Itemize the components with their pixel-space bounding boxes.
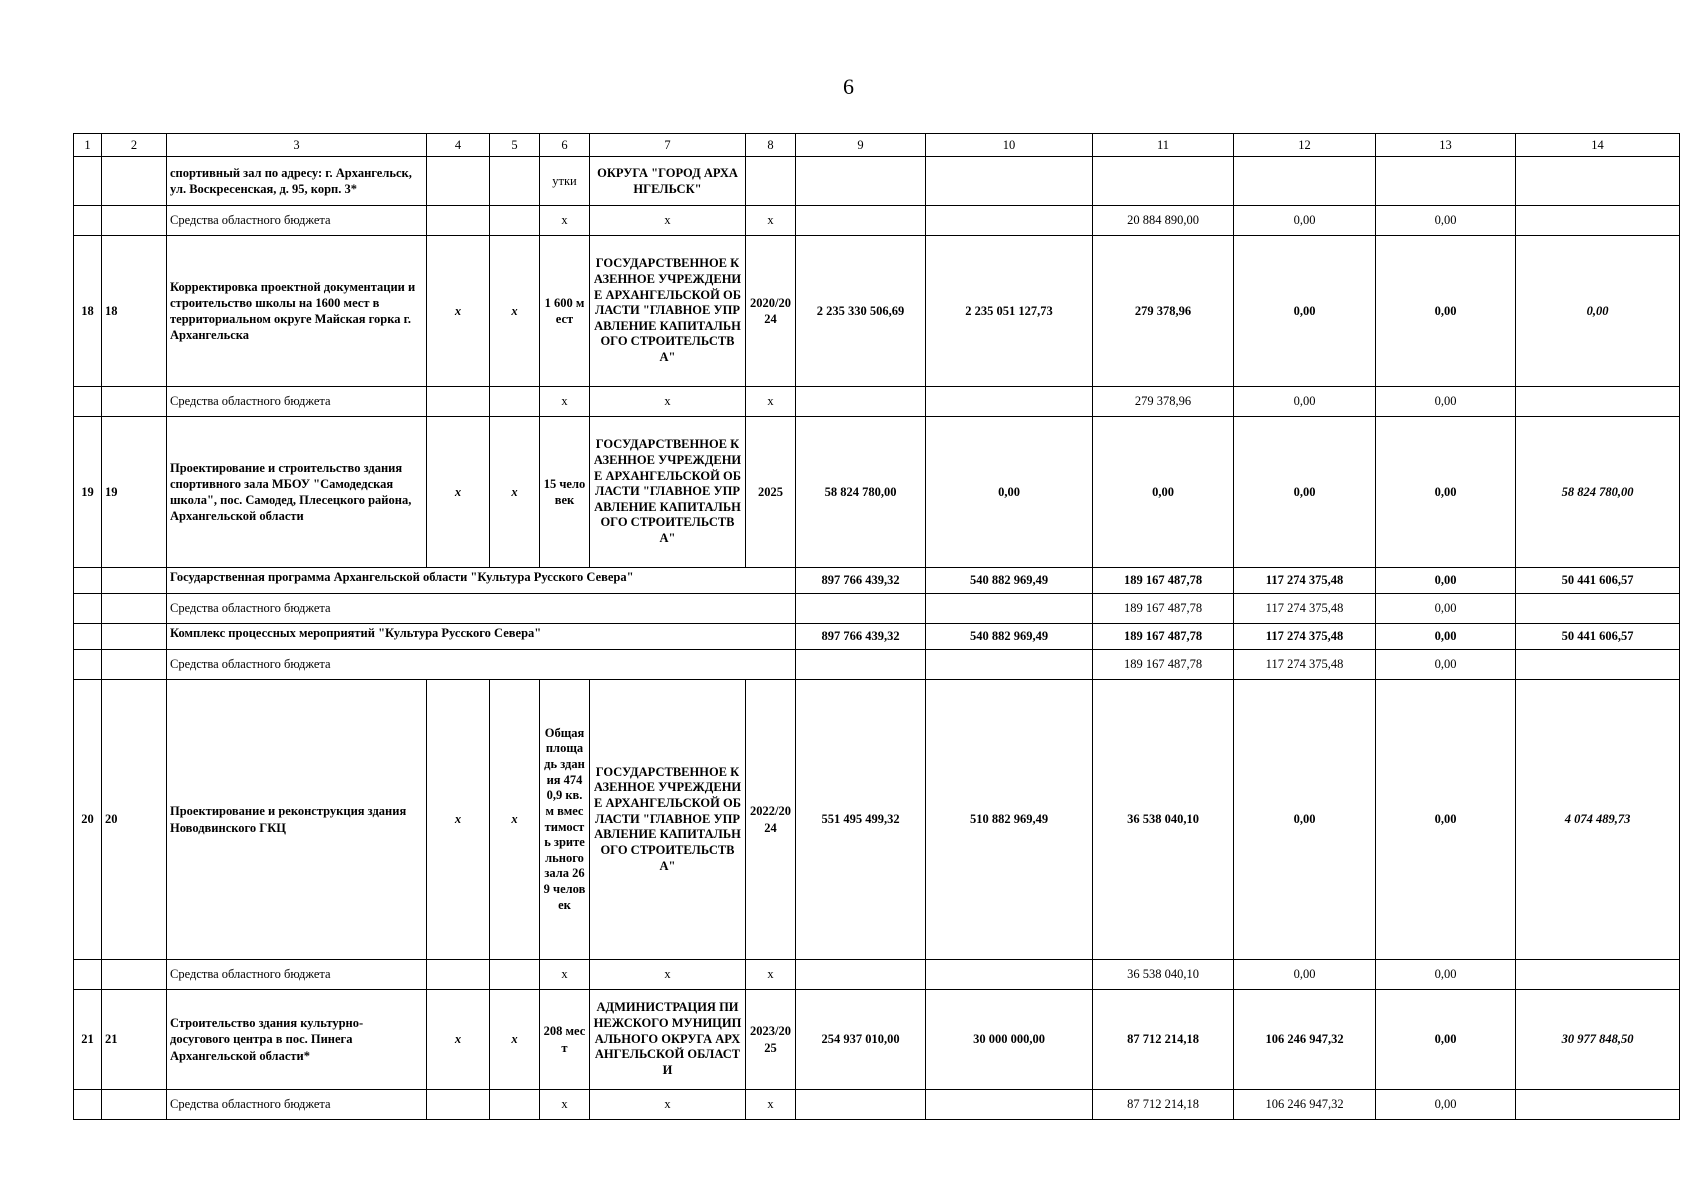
row-number: 18 (74, 236, 102, 387)
column-header-row (74, 134, 1680, 157)
period-cell: 2020/2024 (746, 236, 796, 387)
amount-cell: 0,00 (1093, 417, 1234, 568)
amount-cell: 551 495 499,32 (796, 680, 926, 960)
table-row-program (74, 568, 1680, 594)
source-label: Средства областного бюджета (167, 1090, 427, 1120)
amount-cell: 0,00 (1376, 990, 1516, 1090)
program-name: Государственная программа Архангельской области "Культура Русского Севера" (167, 568, 796, 594)
amount-cell: 540 882 969,49 (926, 624, 1093, 650)
table-row-object (74, 417, 1680, 568)
amount-cell: 189 167 487,78 (1093, 650, 1234, 680)
x-mark: x (427, 990, 490, 1090)
amount-cell: 117 274 375,48 (1234, 568, 1376, 594)
customer-cell: АДМИНИСТРАЦИЯ ПИНЕЖСКОГО МУНИЦИПАЛЬНОГО ОКРУГА АРХАНГЕЛЬСКОЙ ОБЛАСТИ (590, 990, 746, 1090)
customer-cell: ГОСУДАРСТВЕННОЕ КАЗЕННОЕ УЧРЕЖДЕНИЕ АРХАНГЕЛЬСКОЙ ОБЛАСТИ "ГЛАВНОЕ УПРАВЛЕНИЕ КАПИТАЛЬНОГО СТРОИТЕЛЬСТВА" (590, 680, 746, 960)
capacity-cell: 208 мест (540, 990, 590, 1090)
x-mark: x (490, 236, 540, 387)
amount-cell: 50 441 606,57 (1516, 624, 1680, 650)
amount-cell: 87 712 214,18 (1093, 990, 1234, 1090)
amount-cell: 0,00 (1376, 1090, 1516, 1120)
column-header: 1 (74, 134, 102, 157)
table-row-source (74, 594, 1680, 624)
table-row-continuation (74, 157, 1680, 206)
period-cell: 2025 (746, 417, 796, 568)
row-number: 20 (74, 680, 102, 960)
row-number: 21 (102, 990, 167, 1090)
x-mark: x (590, 960, 746, 990)
x-mark: x (540, 960, 590, 990)
x-mark: x (540, 206, 590, 236)
capacity-cell: утки (540, 157, 590, 206)
amount-cell: 4 074 489,73 (1516, 680, 1680, 960)
object-name: Проектирование и строительство здания спортивного зала МБОУ "Самодедская школа", пос. Самодед, Плесецкого района, Архангельской области (167, 417, 427, 568)
amount-cell: 0,00 (1376, 387, 1516, 417)
amount-cell: 0,00 (926, 417, 1093, 568)
x-mark: x (746, 206, 796, 236)
amount-cell: 2 235 330 506,69 (796, 236, 926, 387)
amount-cell: 0,00 (1234, 236, 1376, 387)
amount-cell: 189 167 487,78 (1093, 568, 1234, 594)
page-number: 6 (843, 74, 854, 99)
amount-cell: 279 378,96 (1093, 236, 1234, 387)
amount-cell: 50 441 606,57 (1516, 568, 1680, 594)
amount-cell: 0,00 (1234, 387, 1376, 417)
amount-cell: 0,00 (1376, 236, 1516, 387)
amount-cell: 106 246 947,32 (1234, 1090, 1376, 1120)
customer-cell: ГОСУДАРСТВЕННОЕ КАЗЕННОЕ УЧРЕЖДЕНИЕ АРХАНГЕЛЬСКОЙ ОБЛАСТИ "ГЛАВНОЕ УПРАВЛЕНИЕ КАПИТАЛЬНОГО СТРОИТЕЛЬСТВА" (590, 417, 746, 568)
amount-cell: 0,00 (1234, 960, 1376, 990)
column-header: 5 (490, 134, 540, 157)
x-mark: x (427, 417, 490, 568)
table-row-object (74, 990, 1680, 1090)
source-label: Средства областного бюджета (167, 206, 427, 236)
amount-cell: 0,00 (1376, 206, 1516, 236)
column-header: 12 (1234, 134, 1376, 157)
amount-cell: 510 882 969,49 (926, 680, 1093, 960)
source-label: Средства областного бюджета (167, 650, 796, 680)
column-header: 9 (796, 134, 926, 157)
customer-cell: ГОСУДАРСТВЕННОЕ КАЗЕННОЕ УЧРЕЖДЕНИЕ АРХАНГЕЛЬСКОЙ ОБЛАСТИ "ГЛАВНОЕ УПРАВЛЕНИЕ КАПИТАЛЬНОГО СТРОИТЕЛЬСТВА" (590, 236, 746, 387)
table-row-object (74, 680, 1680, 960)
amount-cell: 20 884 890,00 (1093, 206, 1234, 236)
amount-cell: 36 538 040,10 (1093, 960, 1234, 990)
amount-cell: 0,00 (1376, 624, 1516, 650)
amount-cell: 30 000 000,00 (926, 990, 1093, 1090)
amount-cell: 0,00 (1376, 594, 1516, 624)
period-cell: 2023/2025 (746, 990, 796, 1090)
amount-cell: 0,00 (1376, 960, 1516, 990)
budget-table (73, 133, 1680, 1120)
source-label: Средства областного бюджета (167, 594, 796, 624)
amount-cell: 254 937 010,00 (796, 990, 926, 1090)
amount-cell: 0,00 (1376, 568, 1516, 594)
amount-cell: 279 378,96 (1093, 387, 1234, 417)
source-label: Средства областного бюджета (167, 387, 427, 417)
row-number: 19 (102, 417, 167, 568)
row-number: 18 (102, 236, 167, 387)
x-mark: x (590, 206, 746, 236)
amount-cell: 58 824 780,00 (796, 417, 926, 568)
amount-cell: 0,00 (1376, 650, 1516, 680)
table-row-object (74, 236, 1680, 387)
column-header: 7 (590, 134, 746, 157)
customer-cell: ОКРУГА "ГОРОД АРХАНГЕЛЬСК" (590, 157, 746, 206)
amount-cell: 897 766 439,32 (796, 568, 926, 594)
amount-cell: 0,00 (1234, 206, 1376, 236)
x-mark: x (490, 680, 540, 960)
x-mark: x (746, 960, 796, 990)
x-mark: x (590, 1090, 746, 1120)
x-mark: x (427, 236, 490, 387)
x-mark: x (746, 1090, 796, 1120)
column-header: 14 (1516, 134, 1680, 157)
amount-cell: 0,00 (1376, 417, 1516, 568)
amount-cell: 0,00 (1376, 680, 1516, 960)
x-mark: x (540, 1090, 590, 1120)
amount-cell: 117 274 375,48 (1234, 594, 1376, 624)
table-row-source (74, 387, 1680, 417)
x-mark: x (590, 387, 746, 417)
amount-cell: 30 977 848,50 (1516, 990, 1680, 1090)
table-row-program (74, 624, 1680, 650)
amount-cell: 0,00 (1234, 680, 1376, 960)
row-number: 21 (74, 990, 102, 1090)
object-name: Проектирование и реконструкция здания Новодвинского ГКЦ (167, 680, 427, 960)
capacity-cell: Общая площадь здания 4740,9 кв. м вместимость зрительного зала 269 человек (540, 680, 590, 960)
amount-cell: 189 167 487,78 (1093, 594, 1234, 624)
table-row-source (74, 960, 1680, 990)
amount-cell: 540 882 969,49 (926, 568, 1093, 594)
table-row-source (74, 650, 1680, 680)
capacity-cell: 1 600 мест (540, 236, 590, 387)
amount-cell: 189 167 487,78 (1093, 624, 1234, 650)
column-header: 10 (926, 134, 1093, 157)
amount-cell: 897 766 439,32 (796, 624, 926, 650)
amount-cell: 87 712 214,18 (1093, 1090, 1234, 1120)
capacity-cell: 15 человек (540, 417, 590, 568)
row-number: 19 (74, 417, 102, 568)
column-header: 8 (746, 134, 796, 157)
period-cell: 2022/2024 (746, 680, 796, 960)
amount-cell: 117 274 375,48 (1234, 624, 1376, 650)
x-mark: x (540, 387, 590, 417)
amount-cell: 0,00 (1516, 236, 1680, 387)
column-header: 4 (427, 134, 490, 157)
x-mark: x (490, 417, 540, 568)
amount-cell: 0,00 (1234, 417, 1376, 568)
column-header: 2 (102, 134, 167, 157)
object-name: спортивный зал по адресу: г. Архангельск, ул. Воскресенская, д. 95, корп. 3* (167, 157, 427, 206)
object-name: Строительство здания культурно-досугового центра в пос. Пинега Архангельской области* (167, 990, 427, 1090)
source-label: Средства областного бюджета (167, 960, 427, 990)
object-name: Корректировка проектной документации и строительство школы на 1600 мест в территориальном округе Майская горка г. Архангельска (167, 236, 427, 387)
x-mark: x (427, 680, 490, 960)
amount-cell: 2 235 051 127,73 (926, 236, 1093, 387)
amount-cell: 106 246 947,32 (1234, 990, 1376, 1090)
x-mark: x (746, 387, 796, 417)
table-row-source (74, 206, 1680, 236)
x-mark: x (490, 990, 540, 1090)
column-header: 3 (167, 134, 427, 157)
column-header: 11 (1093, 134, 1234, 157)
amount-cell: 58 824 780,00 (1516, 417, 1680, 568)
program-name: Комплекс процессных мероприятий "Культура Русского Севера" (167, 624, 796, 650)
table-row-source (74, 1090, 1680, 1120)
amount-cell: 36 538 040,10 (1093, 680, 1234, 960)
column-header: 13 (1376, 134, 1516, 157)
row-number: 20 (102, 680, 167, 960)
amount-cell: 117 274 375,48 (1234, 650, 1376, 680)
column-header: 6 (540, 134, 590, 157)
